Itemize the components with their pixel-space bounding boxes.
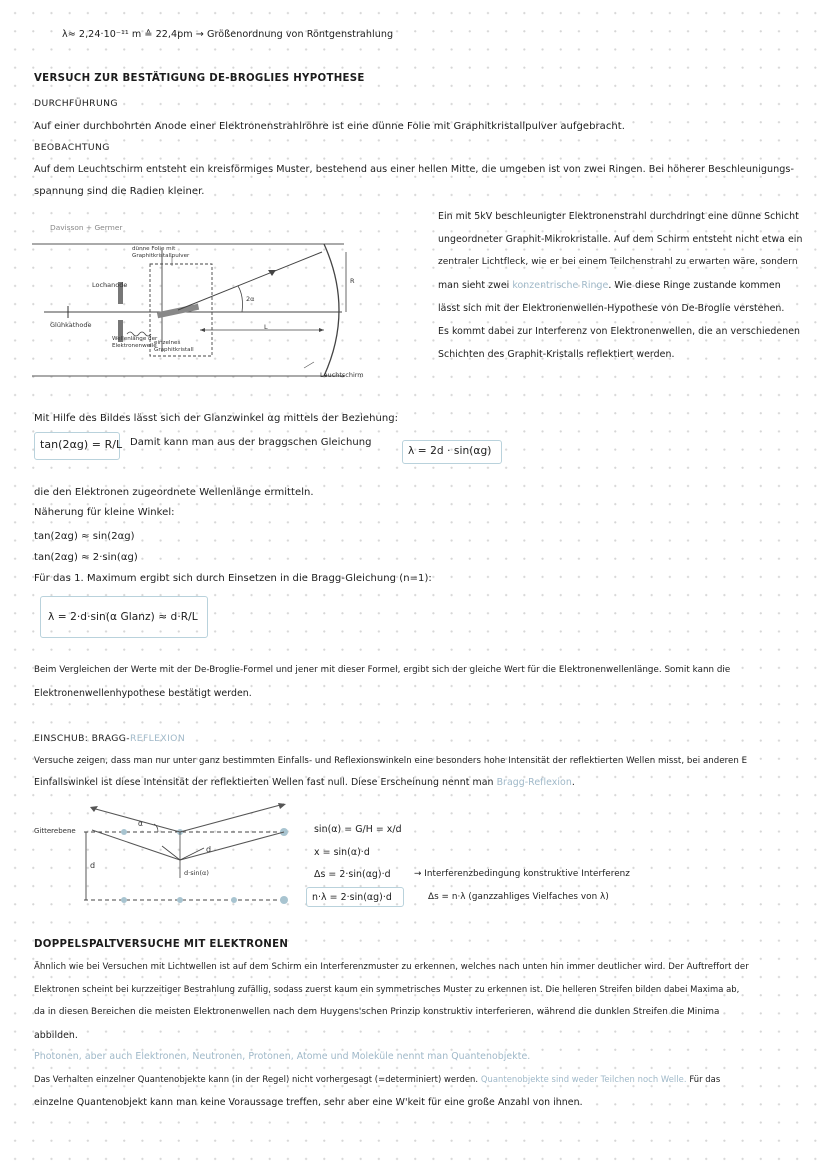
anode-label: Lochanode [92, 281, 128, 289]
side-text-4c: . Wie diese Ringe zustande kommen [608, 280, 781, 291]
section-heading-de-broglie: VERSUCH ZUR BESTÄTIGUNG DE-BROGLIES HYPOTHESE [34, 73, 365, 84]
line6-c: Für das [689, 1074, 721, 1084]
lattice-label: Gitterebene [34, 827, 76, 835]
bragg-eq-2: x = sin(α)·d [314, 847, 370, 858]
double-slit-line-1: Ähnlich wie bei Versuchen mit Lichtwellen ist auf dem Schirm ein Interferenzmuster zu erkennen, welches nach unten hin immer deutlicher wird. Der Auftreffort der [34, 962, 749, 972]
side-text-line-1: Ein mit 5kV beschleunigter Elektronenstrahl durchdringt eine dünne Schicht [438, 211, 799, 222]
first-maximum-line: Für das 1. Maximum ergibt sich durch Einsetzen in die Bragg-Gleichung (n=1): [34, 573, 432, 584]
double-slit-line-4: abbilden. [34, 1030, 78, 1041]
approx-1: tan(2αg) ≈ sin(2αg) [34, 531, 135, 542]
interference-note: → Interferenzbedingung konstruktive Interferenz [414, 869, 630, 879]
bragg-reflection-highlight: Bragg-Reflexion [496, 777, 572, 788]
bragg-eq-1: sin(α) = G/H = x/d [314, 824, 402, 835]
observation-line-1: Auf dem Leuchtschirm entsteht ein kreisförmiges Muster, bestehend aus einer hellen Mitte, die umgeben ist von zwei Ringen. Bei höherer Beschleunigungs- [34, 164, 794, 175]
tan-formula: tan(2αg) = R/L [40, 438, 123, 451]
observation-line-2: spannung sind die Radien kleiner. [34, 186, 205, 197]
side-text-line-3: zentraler Lichtfleck, wie er bei einem Teilchenstrahl zu erwarten wäre, sondern [438, 257, 798, 267]
davisson-germer-figure [32, 212, 422, 382]
side-text-line-5: lässt sich mit der Elektronenwellen-Hypothese von De-Broglie verstehen. [438, 303, 785, 314]
d-small-label: d [206, 845, 212, 854]
bragg-eq-4: n·λ = 2·sin(αg)·d [312, 892, 392, 903]
side-text-line-4 [438, 279, 781, 292]
bragg-intro: Damit kann man aus der braggschen Gleichung [130, 437, 372, 448]
screen-label: Leuchtschirm [320, 371, 364, 379]
dsin-label: d·sin(α) [184, 869, 209, 877]
side-text-line-7: Schichten des Graphit-Kristalls reflektiert werden. [438, 349, 675, 360]
d-label: d [90, 861, 96, 870]
bragg-formula: λ = 2d · sin(αg) [408, 445, 492, 457]
observation-label: BEOBACHTUNG [34, 142, 110, 153]
l-label: L [264, 323, 268, 331]
bragg-diagram [34, 790, 304, 910]
side-text-line-2: ungeordneter Graphit-Mikrokristalle. Auf dem Schirm entsteht nicht etwa ein [438, 234, 803, 245]
double-slit-heading: DOPPELSPALTVERSUCHE MIT ELEKTRONEN [34, 939, 289, 950]
top-formula: λ≈ 2,24·10⁻¹¹ m ≙ 22,4pm → Größenordnung von Röntgenstrahlung [62, 29, 394, 40]
bragg-eq-3: Δs = 2·sin(αg)·d [314, 869, 391, 880]
approx-2: tan(2αg) ≈ 2·sin(αg) [34, 552, 138, 563]
bragg-heading-b: REFLEXION [129, 733, 186, 744]
bragg-heading-a: EINSCHUB: BRAGG- [34, 733, 130, 744]
path-difference-note: Δs = n·λ (ganzzahliges Vielfaches von λ) [428, 892, 609, 902]
side-text-line-6: Es kommt dabei zur Interferenz von Elektronenwellen, die an verschiedenen [438, 326, 801, 337]
procedure-text: Auf einer durchbohrten Anode einer Elektronenstrahlröhre ist eine dünne Folie mit Graphitkristallpulver aufgebracht. [34, 121, 625, 132]
concentric-rings-highlight: konzentrische Ringe [512, 280, 609, 291]
approx-label: Näherung für kleine Winkel: [34, 507, 175, 518]
r-label: R [350, 277, 355, 285]
bragg-text-2c: . [571, 777, 575, 788]
side-text-4a: man sieht zwei [438, 280, 510, 291]
glance-angle-intro: Mit Hilfe des Bildes lässt sich der Glanzwinkel αg mittels der Beziehung: [34, 413, 399, 424]
bragg-heading [34, 732, 185, 745]
line6-a: Das Verhalten einzelner Quantenobjekte kann (in der Regel) nicht vorhergesagt (=determiniert) werden. [34, 1074, 479, 1084]
double-slit-line-3: da in diesen Bereichen die meisten Elektronenwellen nach dem Huygens'schen Prinzip konstruktiv interferieren, während die dunklen Streifen die Minima [34, 1007, 720, 1017]
procedure-label: DURCHFÜHRUNG [34, 98, 118, 109]
double-slit-line-6 [34, 1073, 720, 1086]
double-slit-line-7: einzelne Quantenobjekt kann man keine Voraussage treffen, sehr aber eine W'keit für eine große Anzahl von ihnen. [34, 1097, 583, 1108]
result-formula: λ = 2·d·sin(α Glanz) ≈ d·R/L [48, 611, 198, 623]
conclusion-line-2: Elektronenwellenhypothese bestätigt werden. [34, 688, 252, 699]
bragg-text-2 [34, 776, 575, 789]
apparatus-drawing [32, 212, 422, 382]
bragg-text-1: Versuche zeigen, dass man nur unter ganz bestimmten Einfalls- und Reflexionswinkeln eine besonders hohe Intensität der reflektierten Wellen misst, bei anderen E [34, 756, 748, 766]
crystal-label: einzelnes Graphitkristall [154, 340, 194, 353]
quantum-objects-line: Photonen, aber auch Elektronen, Neutronen, Protonen, Atome und Moleküle nennt man Quantenobjekte. [34, 1051, 531, 1062]
line6-b-highlight: Quantenobjekte sind weder Teilchen noch Welle. [480, 1074, 687, 1084]
angle-label: 2α [246, 295, 255, 303]
figure-caption: Davisson + Germer [50, 223, 123, 232]
cathode-label: Glühkathode [50, 321, 92, 329]
conclusion-line-1: Beim Vergleichen der Werte mit der De-Broglie-Formel und jener mit dieser Formel, ergibt sich der gleiche Wert für die Elektronenwellenlänge. Somit kann die [34, 665, 731, 675]
double-slit-line-2: Elektronen scheint bei kurzzeitiger Bestrahlung zufällig, sodass zuerst kaum ein symmetrisches Muster zu erkennen ist. Die helleren Streifen bilden dabei Maxima ab, [34, 984, 740, 994]
bragg-text-2a: Einfallswinkel ist diese Intensität der reflektierten Wellen fast null. Diese Erscheinung nennt man [34, 777, 494, 788]
alpha-label: α [138, 819, 143, 828]
wavelength-line: die den Elektronen zugeordnete Wellenlänge ermitteln. [34, 487, 314, 498]
bragg-drawing [34, 790, 304, 910]
wavelength-label: Wellenlänge der Elektronenwelle [112, 336, 158, 349]
foil-label: dünne Folie mit Graphitkristallpulver [132, 246, 190, 259]
